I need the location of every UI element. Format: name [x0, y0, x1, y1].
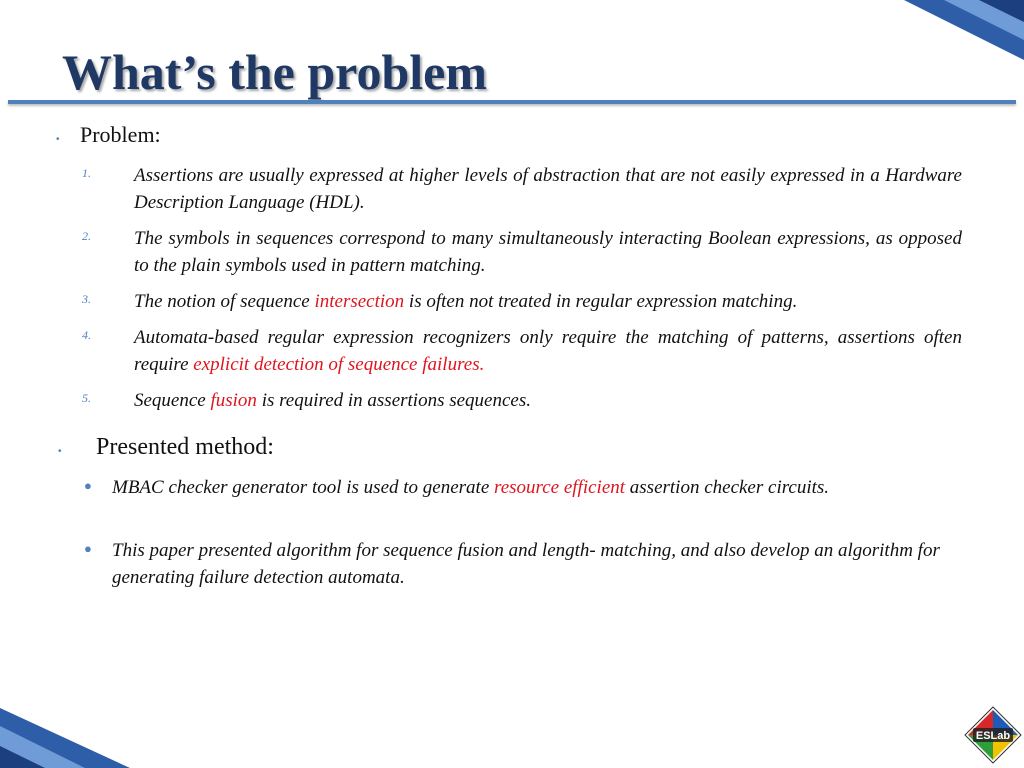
highlight-text: fusion — [210, 390, 257, 411]
problem-heading-row — [56, 122, 161, 148]
item-text: Assertions are usually expressed at higher levels of abstraction that are not easily expressed in a Hardware Description Language (HDL). — [134, 165, 962, 213]
item-text: The notion of sequence intersection is often not treated in regular expression matching. — [134, 291, 798, 312]
item-number: 2. — [82, 229, 91, 243]
highlight-text: intersection — [314, 291, 405, 312]
method-heading: Presented method: — [96, 434, 274, 460]
bullet-icon: • — [58, 446, 62, 457]
problem-item — [82, 324, 962, 378]
item-text: Sequence fusion is required in assertions sequences. — [134, 390, 531, 411]
method-item — [84, 537, 954, 591]
method-heading-row — [58, 434, 274, 461]
item-number: 3. — [82, 292, 91, 306]
bullet-icon: ● — [84, 478, 92, 493]
slide-title: What’s the problem — [62, 44, 487, 100]
problem-heading: Problem: — [80, 122, 161, 147]
item-number: 5. — [82, 391, 91, 405]
corner-decoration-top-right — [884, 0, 1024, 60]
item-text: MBAC checker generator tool is used to generate resource efficient assertion checker circuits. — [112, 477, 830, 498]
highlight-text: explicit detection of sequence failures. — [193, 354, 485, 375]
item-number: 4. — [82, 328, 91, 342]
item-text: This paper presented algorithm for sequence fusion and length- matching, and also develop an algorithm for generating failure detection automata. — [112, 540, 940, 588]
problem-item — [82, 387, 962, 414]
eslab-logo — [964, 706, 1022, 764]
problem-item — [82, 288, 962, 315]
item-text: Automata-based regular expression recognizers only require the matching of patterns, assertions often require explicit detection of sequence failures. — [134, 327, 962, 375]
corner-decoration-bottom-left — [0, 708, 140, 768]
highlight-text: resource efficient — [494, 477, 626, 498]
problem-item — [82, 225, 962, 279]
method-item — [84, 474, 954, 501]
bullet-icon: ● — [84, 541, 92, 556]
bullet-icon: • — [56, 134, 60, 145]
item-text: The symbols in sequences correspond to many simultaneously interacting Boolean expressions, as opposed to the plain symbols used in pattern matching. — [134, 228, 962, 276]
title-underline — [8, 100, 1016, 104]
problem-item — [82, 162, 962, 216]
item-number: 1. — [82, 166, 91, 180]
logo-text: ESLab — [975, 730, 1011, 742]
